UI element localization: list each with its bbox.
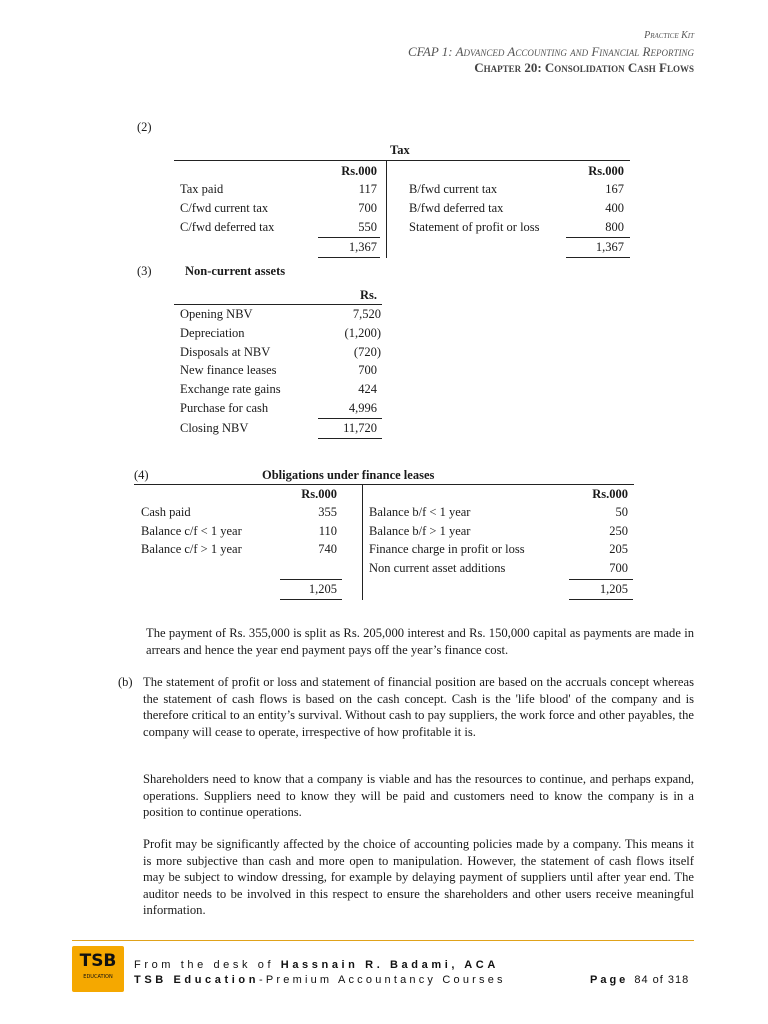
practice-kit-label: Practice Kit — [644, 30, 694, 41]
tax-left-label: Tax paid — [180, 182, 224, 196]
page-current: 84 — [634, 974, 649, 986]
logo-subtext: EDUCATION — [83, 974, 113, 980]
nca-total-rule — [318, 438, 382, 439]
logo-text: TSB — [79, 951, 117, 971]
tax-center-rule — [386, 160, 387, 258]
part-b-paragraph: Shareholders need to know that a company is viable and has the resources to continue, and perhaps expand, operations. Suppliers need to know they will be paid and customers need to know the company is in a position to continue operations. — [143, 772, 694, 819]
nca-closing-label: Closing NBV — [180, 421, 249, 435]
leases-right-label: Balance b/f < 1 year — [369, 505, 471, 519]
tax-right-subtotal-rule — [566, 237, 630, 238]
tsb-logo — [72, 946, 124, 992]
tagline: -Premium Accountancy Courses — [259, 974, 506, 986]
leases-right-label: Finance charge in profit or loss — [369, 542, 525, 556]
leases-left-total-rule — [280, 599, 342, 600]
tax-right-heading: Rs.000 — [588, 164, 624, 178]
tax-right-value: 400 — [605, 201, 624, 215]
nca-label: New finance leases — [180, 363, 277, 377]
nca-value: 424 — [358, 382, 377, 396]
page-number — [590, 974, 689, 986]
leases-left-label: Balance c/f > 1 year — [141, 542, 242, 556]
part-b-label: (b) — [118, 675, 133, 689]
nca-label: Disposals at NBV — [180, 345, 271, 359]
nca-value: (720) — [353, 345, 381, 359]
footer-desk-line — [134, 959, 499, 971]
nca-closing-value: 11,720 — [343, 421, 377, 435]
nca-label: Exchange rate gains — [180, 382, 281, 396]
course-title: CFAP 1: Advanced Accounting and Financial Reporting — [407, 44, 694, 59]
page-label: Page — [590, 974, 635, 986]
tax-right-label: B/fwd current tax — [409, 182, 498, 196]
nca-label: Purchase for cash — [180, 401, 269, 415]
leases-right-label: Balance b/f > 1 year — [369, 524, 471, 538]
leases-right-value: 205 — [609, 542, 628, 556]
tax-left-total-rule — [318, 257, 380, 258]
page-total: of 318 — [648, 974, 690, 986]
leases-left-heading: Rs.000 — [301, 487, 337, 501]
chapter-title: Chapter 20: Consolidation Cash Flows — [474, 60, 694, 75]
tax-left-subtotal-rule — [318, 237, 380, 238]
part-b-paragraph: The statement of profit or loss and statement of financial position are based on the accruals concept whereas the statement of cash flows is based on the cash concept. Cash is the 'life blood' of the company and is therefore critical to an entity’s survival. Without cash to pay suppliers, the work force and other payables, the company will cease to operate, irrespective of how profitable it is. — [143, 675, 694, 739]
nca-title: Non-current assets — [185, 264, 286, 278]
nca-heading: Rs. — [359, 288, 377, 302]
leases-right-value: 250 — [609, 524, 628, 538]
lease-note: The payment of Rs. 355,000 is split as Rs. 205,000 interest and Rs. 150,000 capital as payments are made in arrears and hence the year end payment pays off the year’s finance cost. — [146, 626, 694, 657]
author-name: Hassnain R. Badami, ACA — [280, 959, 499, 971]
leases-right-total: 1,205 — [599, 582, 628, 596]
footer-org-line — [134, 974, 506, 986]
tax-top-rule — [174, 160, 630, 161]
nca-value: (1,200) — [344, 326, 381, 340]
tax-right-total-rule — [566, 257, 630, 258]
tax-right-total: 1,367 — [595, 240, 624, 254]
nca-subtotal-rule — [318, 418, 382, 419]
nca-value: 700 — [358, 363, 377, 377]
leases-number: (4) — [134, 468, 149, 482]
leases-left-label: Cash paid — [141, 505, 191, 519]
nca-value: 4,996 — [348, 401, 377, 415]
leases-right-value: 700 — [609, 561, 628, 575]
leases-title: Obligations under finance leases — [262, 468, 435, 482]
tax-left-value: 117 — [358, 182, 377, 196]
desk-prefix: From the desk of — [134, 959, 281, 971]
leases-center-rule — [362, 484, 363, 600]
leases-left-value: 355 — [318, 505, 337, 519]
leases-right-heading: Rs.000 — [592, 487, 628, 501]
footer-rule — [72, 940, 694, 941]
leases-left-subtotal-rule — [280, 579, 342, 580]
tax-left-value: 700 — [358, 201, 377, 215]
leases-left-value: 110 — [318, 524, 337, 538]
tax-title: Tax — [390, 143, 410, 157]
nca-label: Depreciation — [180, 326, 245, 340]
nca-value: 7,520 — [352, 307, 381, 321]
tax-left-label: C/fwd deferred tax — [180, 220, 275, 234]
tax-right-label: Statement of profit or loss — [409, 220, 540, 234]
tax-right-value: 800 — [605, 220, 624, 234]
nca-top-rule — [174, 304, 382, 305]
tax-left-total: 1,367 — [348, 240, 377, 254]
leases-right-label: Non current asset additions — [369, 561, 506, 575]
leases-right-subtotal-rule — [569, 579, 633, 580]
leases-left-value: 740 — [318, 542, 337, 556]
tax-left-label: C/fwd current tax — [180, 201, 269, 215]
part-b-paragraph: Profit may be significantly affected by the choice of accounting policies made by a company. This means it is more subjective than cash and more open to manipulation. However, the statement of cash flows itself may be subject to window dressing, for example by delaying payment of suppliers until after year end. The auditor needs to be involved in this respect to ensure the shareholders and other users receive meaningful information. — [143, 837, 694, 917]
nca-label: Opening NBV — [180, 307, 253, 321]
leases-right-total-rule — [569, 599, 633, 600]
org-name: TSB Education — [134, 974, 260, 986]
leases-top-rule — [134, 484, 634, 485]
tax-left-heading: Rs.000 — [341, 164, 377, 178]
leases-right-value: 50 — [615, 505, 628, 519]
nca-number: (3) — [137, 264, 152, 278]
tax-right-label: B/fwd deferred tax — [409, 201, 504, 215]
tax-left-value: 550 — [358, 220, 377, 234]
tax-right-value: 167 — [605, 182, 624, 196]
leases-left-total: 1,205 — [308, 582, 337, 596]
tax-number: (2) — [137, 120, 152, 134]
leases-left-label: Balance c/f < 1 year — [141, 524, 242, 538]
